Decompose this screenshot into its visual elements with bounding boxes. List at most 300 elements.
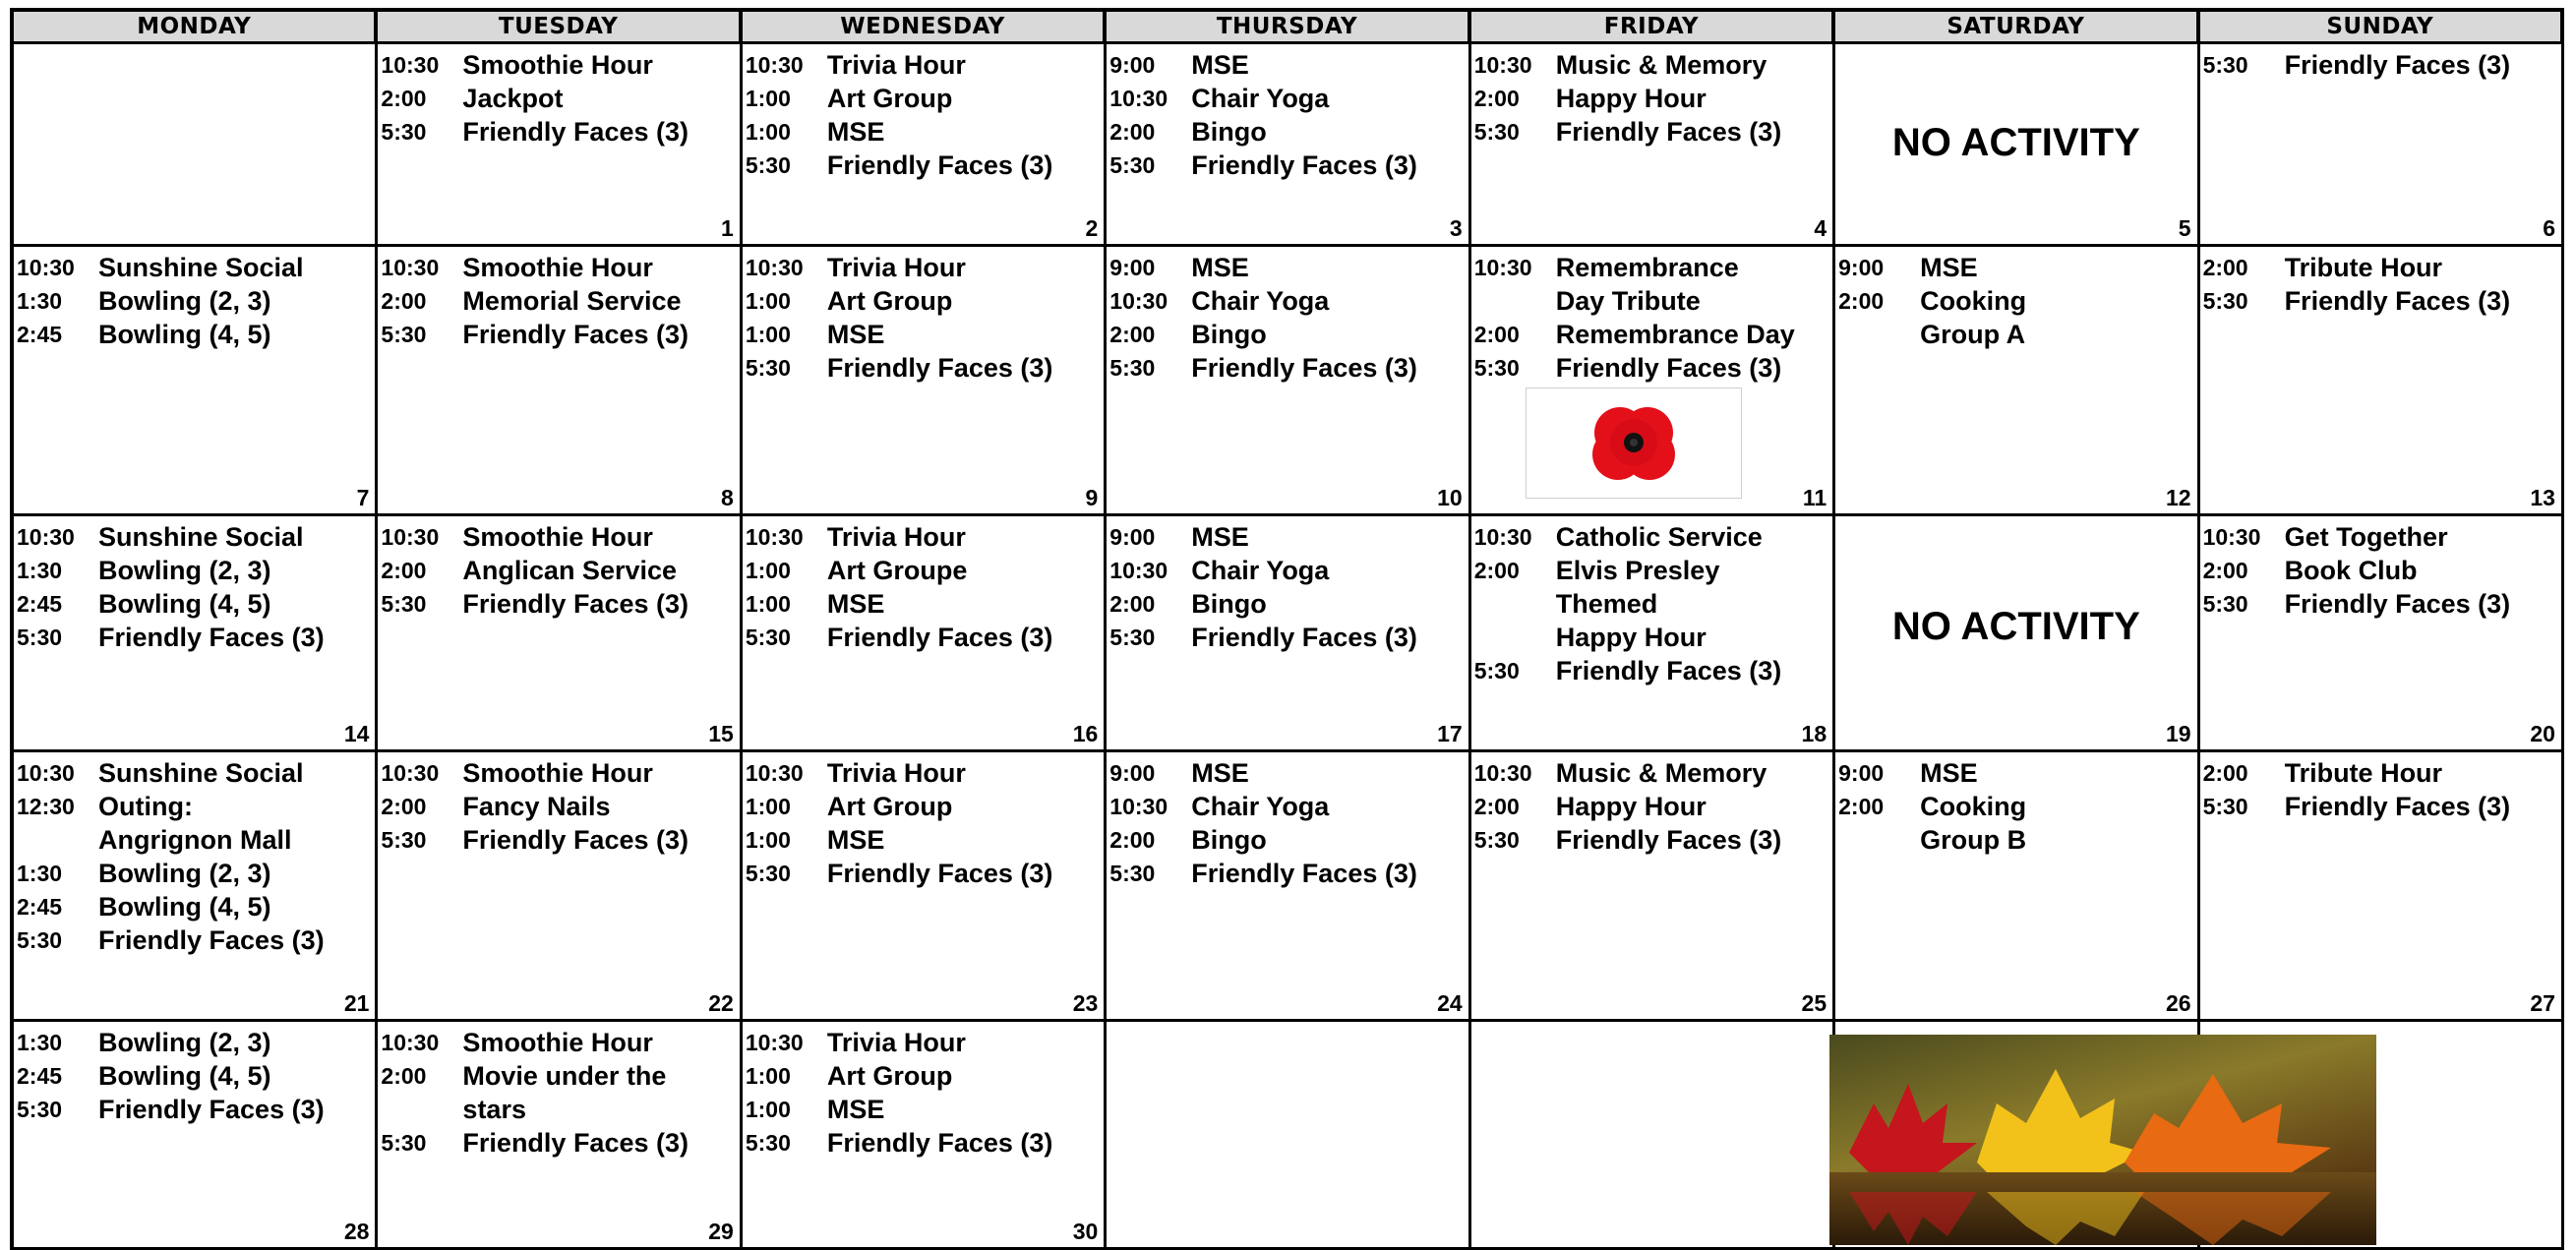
event-row — [17, 554, 375, 587]
event-row — [1109, 149, 1468, 182]
day-number: 23 — [1072, 990, 1099, 1016]
day-cell — [1471, 1022, 1835, 1250]
event-row — [1109, 857, 1468, 890]
event-row — [1109, 251, 1468, 284]
event-time: 2:00 — [381, 1063, 427, 1089]
event-row — [746, 756, 1104, 790]
day-number: 11 — [1802, 485, 1827, 510]
event-row — [2203, 284, 2561, 318]
event-name: Chair Yoga — [1191, 792, 1330, 821]
event-time: 10:30 — [381, 52, 440, 78]
event-row — [2203, 520, 2561, 554]
event-row — [381, 251, 739, 284]
event-row — [2203, 48, 2561, 82]
event-list — [14, 247, 375, 351]
event-name: Friendly Faces (3) — [1555, 825, 1782, 855]
day-cell — [1471, 247, 1835, 516]
event-list — [1107, 44, 1468, 182]
event-row — [381, 48, 739, 82]
day-cell — [743, 44, 1107, 247]
event-name: Art Group — [826, 84, 953, 113]
event-time: 2:45 — [17, 322, 63, 347]
day-number: 1 — [721, 215, 734, 241]
event-time: 5:30 — [381, 827, 427, 853]
day-number: 28 — [343, 1219, 370, 1244]
event-row — [2203, 790, 2561, 823]
day-number: 30 — [1072, 1219, 1099, 1244]
event-row — [1474, 823, 1832, 857]
event-name: Catholic Service — [1555, 522, 1763, 552]
event-list — [1835, 1022, 2196, 1026]
event-list — [743, 752, 1104, 890]
event-time: 1:00 — [745, 794, 791, 819]
event-name: Friendly Faces (3) — [2284, 286, 2511, 316]
event-name: Sunshine Social — [98, 758, 304, 788]
event-time: 5:30 — [17, 625, 63, 650]
day-header-saturday: SATURDAY — [1835, 12, 2199, 44]
event-time: 10:30 — [745, 255, 804, 280]
event-name: Chair Yoga — [1191, 286, 1330, 316]
event-name: Movie under the stars — [462, 1061, 667, 1124]
event-time: 5:30 — [381, 119, 427, 145]
event-name: Bowling (2, 3) — [98, 859, 271, 888]
day-number: 21 — [343, 990, 370, 1016]
event-time: 5:30 — [381, 591, 427, 617]
event-row — [746, 857, 1104, 890]
event-name: Tribute Hour — [2284, 758, 2443, 788]
event-row — [746, 1059, 1104, 1093]
event-row — [381, 554, 739, 587]
event-time: 10:30 — [745, 1030, 804, 1055]
event-list — [14, 44, 375, 48]
event-name: Smoothie Hour — [462, 253, 653, 282]
event-row — [381, 823, 739, 857]
day-cell — [743, 1022, 1107, 1250]
event-name: Friendly Faces (3) — [1555, 656, 1782, 685]
event-row — [381, 284, 739, 318]
event-time: 1:30 — [17, 558, 63, 583]
event-time: 5:30 — [2202, 288, 2248, 314]
event-list — [2200, 516, 2561, 621]
event-list — [743, 247, 1104, 385]
event-row — [1474, 48, 1832, 82]
event-name: Bingo — [1191, 117, 1267, 147]
event-time: 10:30 — [1109, 288, 1168, 314]
event-time: 10:30 — [2202, 524, 2261, 550]
event-time: 2:00 — [381, 558, 427, 583]
day-cell — [14, 44, 378, 247]
event-list — [1835, 247, 2196, 351]
event-row — [381, 520, 739, 554]
event-row — [746, 823, 1104, 857]
event-row — [746, 82, 1104, 115]
event-time: 10:30 — [381, 524, 440, 550]
event-time: 1:00 — [745, 591, 791, 617]
event-name: Friendly Faces (3) — [826, 150, 1053, 180]
day-number: 10 — [1437, 485, 1463, 510]
event-time: 9:00 — [1838, 760, 1885, 786]
day-cell — [743, 247, 1107, 516]
event-time: 10:30 — [17, 524, 75, 550]
event-time: 5:30 — [745, 625, 791, 650]
event-name: MSE — [826, 825, 885, 855]
event-name: Friendly Faces (3) — [826, 859, 1053, 888]
event-row — [746, 251, 1104, 284]
day-cell — [378, 1022, 742, 1250]
day-number: 25 — [1801, 990, 1827, 1016]
event-time: 10:30 — [1109, 558, 1168, 583]
event-row — [17, 890, 375, 923]
event-row — [746, 284, 1104, 318]
event-time: 2:00 — [381, 288, 427, 314]
event-row — [1474, 756, 1832, 790]
event-row — [2203, 554, 2561, 587]
event-time: 2:00 — [2202, 760, 2248, 786]
event-name: Friendly Faces (3) — [98, 1095, 325, 1124]
event-name: Trivia Hour — [826, 1028, 966, 1057]
autumn-leaves-image — [1829, 1035, 2376, 1245]
event-row — [17, 1059, 375, 1093]
day-number: 20 — [2530, 721, 2555, 746]
event-name: Friendly Faces (3) — [1191, 623, 1417, 652]
event-name: Happy Hour — [1555, 792, 1707, 821]
day-cell — [2200, 752, 2564, 1022]
event-list — [14, 1022, 375, 1126]
event-time: 9:00 — [1109, 524, 1156, 550]
event-time: 2:00 — [1109, 591, 1156, 617]
event-row — [1109, 48, 1468, 82]
event-row — [1109, 823, 1468, 857]
event-name: MSE — [1191, 758, 1249, 788]
day-cell — [2200, 44, 2564, 247]
day-cell — [743, 516, 1107, 752]
event-time: 5:30 — [1109, 861, 1156, 886]
event-name: Chair Yoga — [1191, 556, 1330, 585]
event-row — [746, 587, 1104, 621]
event-row — [381, 1126, 739, 1160]
event-time: 5:30 — [2202, 794, 2248, 819]
day-number: 19 — [2165, 721, 2191, 746]
event-time: 10:30 — [745, 524, 804, 550]
day-number: 9 — [1085, 485, 1099, 510]
event-name: Smoothie Hour — [462, 50, 653, 80]
event-list — [1471, 44, 1832, 149]
event-time: 2:00 — [1473, 794, 1520, 819]
event-time: 2:00 — [1109, 827, 1156, 853]
event-row — [1109, 284, 1468, 318]
poppy-flower-image — [1526, 387, 1742, 499]
event-name: Bowling (2, 3) — [98, 1028, 271, 1057]
event-row — [17, 1093, 375, 1126]
event-name: Smoothie Hour — [462, 758, 653, 788]
event-time: 1:00 — [745, 119, 791, 145]
event-row — [381, 790, 739, 823]
event-row — [746, 115, 1104, 149]
event-row — [17, 284, 375, 318]
event-row — [746, 520, 1104, 554]
event-time: 2:00 — [1473, 86, 1520, 111]
event-row — [1109, 115, 1468, 149]
event-time: 5:30 — [17, 927, 63, 953]
event-time: 5:30 — [1473, 827, 1520, 853]
event-time: 2:00 — [2202, 255, 2248, 280]
event-row — [17, 1026, 375, 1059]
event-time: 10:30 — [745, 52, 804, 78]
event-name: Bingo — [1191, 320, 1267, 349]
event-list — [378, 752, 739, 857]
event-name: Friendly Faces (3) — [98, 623, 325, 652]
day-cell — [1107, 1022, 1470, 1250]
day-header-thursday: THURSDAY — [1107, 12, 1470, 44]
event-time: 10:30 — [1109, 86, 1168, 111]
day-cell — [743, 752, 1107, 1022]
event-row — [746, 790, 1104, 823]
event-time: 10:30 — [1109, 794, 1168, 819]
event-name: Elvis Presley Themed Happy Hour — [1555, 556, 1720, 652]
event-time: 9:00 — [1838, 255, 1885, 280]
event-time: 10:30 — [381, 760, 440, 786]
day-number: 22 — [708, 990, 734, 1016]
event-list — [378, 516, 739, 621]
event-name: Friendly Faces (3) — [462, 589, 689, 619]
day-number: 6 — [2543, 215, 2555, 241]
event-time: 2:45 — [17, 1063, 63, 1089]
event-row — [1838, 756, 2196, 790]
day-number: 5 — [2178, 215, 2191, 241]
event-name: Sunshine Social — [98, 522, 304, 552]
event-row — [746, 1026, 1104, 1059]
day-cell — [1471, 44, 1835, 247]
event-time: 12:30 — [17, 794, 75, 819]
day-header-monday: MONDAY — [14, 12, 378, 44]
event-time: 2:00 — [381, 794, 427, 819]
event-list — [743, 516, 1104, 654]
event-list — [743, 1022, 1104, 1160]
day-cell — [1107, 516, 1470, 752]
event-time: 1:00 — [745, 1097, 791, 1122]
event-row — [381, 1059, 739, 1126]
event-time: 10:30 — [1473, 524, 1532, 550]
event-time: 5:30 — [1109, 152, 1156, 178]
day-number: 14 — [343, 721, 370, 746]
event-row — [746, 1093, 1104, 1126]
event-name: Get Together — [2284, 522, 2448, 552]
event-time: 1:00 — [745, 558, 791, 583]
day-cell — [378, 516, 742, 752]
event-time: 5:30 — [2202, 52, 2248, 78]
event-row — [1109, 520, 1468, 554]
event-name: Friendly Faces (3) — [826, 1128, 1053, 1158]
event-name: Friendly Faces (3) — [1555, 353, 1782, 383]
event-list — [14, 752, 375, 957]
event-time: 10:30 — [1473, 255, 1532, 280]
event-time: 10:30 — [1473, 760, 1532, 786]
event-list — [378, 44, 739, 149]
event-name: MSE — [1191, 50, 1249, 80]
event-name: MSE — [1920, 253, 1978, 282]
event-time: 1:30 — [17, 288, 63, 314]
event-name: MSE — [1191, 522, 1249, 552]
event-time: 9:00 — [1109, 255, 1156, 280]
event-name: Friendly Faces (3) — [2284, 792, 2511, 821]
event-name: Bowling (4, 5) — [98, 320, 271, 349]
day-cell — [1471, 516, 1835, 752]
event-row — [17, 790, 375, 857]
day-number: 29 — [708, 1219, 734, 1244]
event-time: 5:30 — [1473, 355, 1520, 381]
event-list — [1107, 247, 1468, 385]
event-row — [2203, 587, 2561, 621]
event-name: Friendly Faces (3) — [1191, 859, 1417, 888]
event-name: Friendly Faces (3) — [826, 623, 1053, 652]
event-time: 10:30 — [381, 255, 440, 280]
event-row — [1109, 554, 1468, 587]
event-name: Bowling (2, 3) — [98, 286, 271, 316]
event-row — [381, 82, 739, 115]
event-row — [1109, 82, 1468, 115]
day-number: 8 — [721, 485, 734, 510]
day-cell — [1107, 752, 1470, 1022]
event-row — [746, 1126, 1104, 1160]
event-time: 10:30 — [381, 1030, 440, 1055]
event-row — [1109, 587, 1468, 621]
event-list — [1835, 752, 2196, 857]
event-time: 5:30 — [1473, 119, 1520, 145]
day-number: 3 — [1449, 215, 1463, 241]
day-number: 24 — [1437, 990, 1463, 1016]
event-row — [1474, 790, 1832, 823]
day-number: 18 — [1801, 721, 1827, 746]
day-cell — [1835, 516, 2199, 752]
event-time: 5:30 — [745, 355, 791, 381]
event-list — [1471, 752, 1832, 857]
event-time: 9:00 — [1109, 52, 1156, 78]
day-number: 15 — [708, 721, 734, 746]
event-time: 10:30 — [1473, 52, 1532, 78]
event-time: 2:00 — [1838, 288, 1885, 314]
event-name: Fancy Nails — [462, 792, 611, 821]
event-row — [381, 115, 739, 149]
event-name: Trivia Hour — [826, 50, 966, 80]
event-name: Trivia Hour — [826, 522, 966, 552]
event-time: 2:45 — [17, 591, 63, 617]
event-list — [1835, 516, 2196, 520]
event-time: 5:30 — [745, 861, 791, 886]
event-row — [1474, 520, 1832, 554]
event-time: 10:30 — [17, 760, 75, 786]
event-name: MSE — [826, 117, 885, 147]
event-name: Art Group — [826, 286, 953, 316]
event-row — [17, 587, 375, 621]
event-time: 5:30 — [1473, 658, 1520, 684]
event-name: Tribute Hour — [2284, 253, 2443, 282]
day-cell — [1835, 44, 2199, 247]
day-cell — [14, 516, 378, 752]
event-row — [1838, 251, 2196, 284]
day-header-tuesday: TUESDAY — [378, 12, 742, 44]
event-row — [1474, 351, 1832, 385]
event-list — [1107, 752, 1468, 890]
day-number: 2 — [1085, 215, 1099, 241]
event-time: 1:00 — [745, 86, 791, 111]
event-name: Trivia Hour — [826, 253, 966, 282]
event-list — [1471, 247, 1832, 385]
event-name: Friendly Faces (3) — [2284, 589, 2511, 619]
event-time: 5:30 — [745, 152, 791, 178]
day-number: 12 — [2165, 485, 2191, 510]
event-row — [1109, 790, 1468, 823]
event-time: 2:00 — [1109, 119, 1156, 145]
event-time: 5:30 — [381, 1130, 427, 1156]
event-name: MSE — [826, 320, 885, 349]
event-name: Friendly Faces (3) — [462, 825, 689, 855]
day-cell — [378, 247, 742, 516]
event-row — [17, 857, 375, 890]
event-row — [381, 587, 739, 621]
day-cell — [2200, 247, 2564, 516]
event-name: Bowling (2, 3) — [98, 556, 271, 585]
day-cell — [1107, 44, 1470, 247]
event-name: Friendly Faces (3) — [1191, 353, 1417, 383]
day-number: 16 — [1072, 721, 1099, 746]
event-row — [17, 520, 375, 554]
event-name: Smoothie Hour — [462, 1028, 653, 1057]
no-activity-label: NO ACTIVITY — [1891, 121, 2140, 164]
event-name: Friendly Faces (3) — [98, 925, 325, 955]
event-row — [17, 621, 375, 654]
day-number: 4 — [1814, 215, 1827, 241]
event-row — [381, 1026, 739, 1059]
event-row — [1109, 621, 1468, 654]
event-name: Trivia Hour — [826, 758, 966, 788]
event-list — [2200, 247, 2561, 318]
no-activity-label: NO ACTIVITY — [1891, 605, 2140, 648]
event-time: 2:00 — [1473, 322, 1520, 347]
day-number: 27 — [2530, 990, 2555, 1016]
event-name: Smoothie Hour — [462, 522, 653, 552]
event-time: 2:00 — [1473, 558, 1520, 583]
day-cell — [378, 752, 742, 1022]
event-name: Friendly Faces (3) — [826, 353, 1053, 383]
event-time: 5:30 — [1109, 625, 1156, 650]
event-time: 5:30 — [17, 1097, 63, 1122]
event-row — [1109, 351, 1468, 385]
event-name: Friendly Faces (3) — [462, 320, 689, 349]
event-row — [17, 251, 375, 284]
event-name: MSE — [826, 589, 885, 619]
event-name: Cooking Group B — [1920, 792, 2027, 855]
event-list — [2200, 44, 2561, 82]
event-time: 5:30 — [1109, 355, 1156, 381]
event-name: Friendly Faces (3) — [462, 1128, 689, 1158]
event-name: Sunshine Social — [98, 253, 304, 282]
event-row — [1109, 756, 1468, 790]
event-name: Cooking Group A — [1920, 286, 2027, 349]
event-name: Chair Yoga — [1191, 84, 1330, 113]
event-name: Art Groupe — [826, 556, 968, 585]
event-time: 2:45 — [17, 894, 63, 920]
day-cell — [1107, 247, 1470, 516]
event-row — [1474, 115, 1832, 149]
day-cell — [14, 1022, 378, 1250]
event-list — [1107, 1022, 1468, 1026]
event-name: Art Group — [826, 792, 953, 821]
event-time: 5:30 — [745, 1130, 791, 1156]
event-time: 2:00 — [2202, 558, 2248, 583]
event-name: Anglican Service — [462, 556, 678, 585]
day-header-wednesday: WEDNESDAY — [743, 12, 1107, 44]
event-row — [381, 318, 739, 351]
